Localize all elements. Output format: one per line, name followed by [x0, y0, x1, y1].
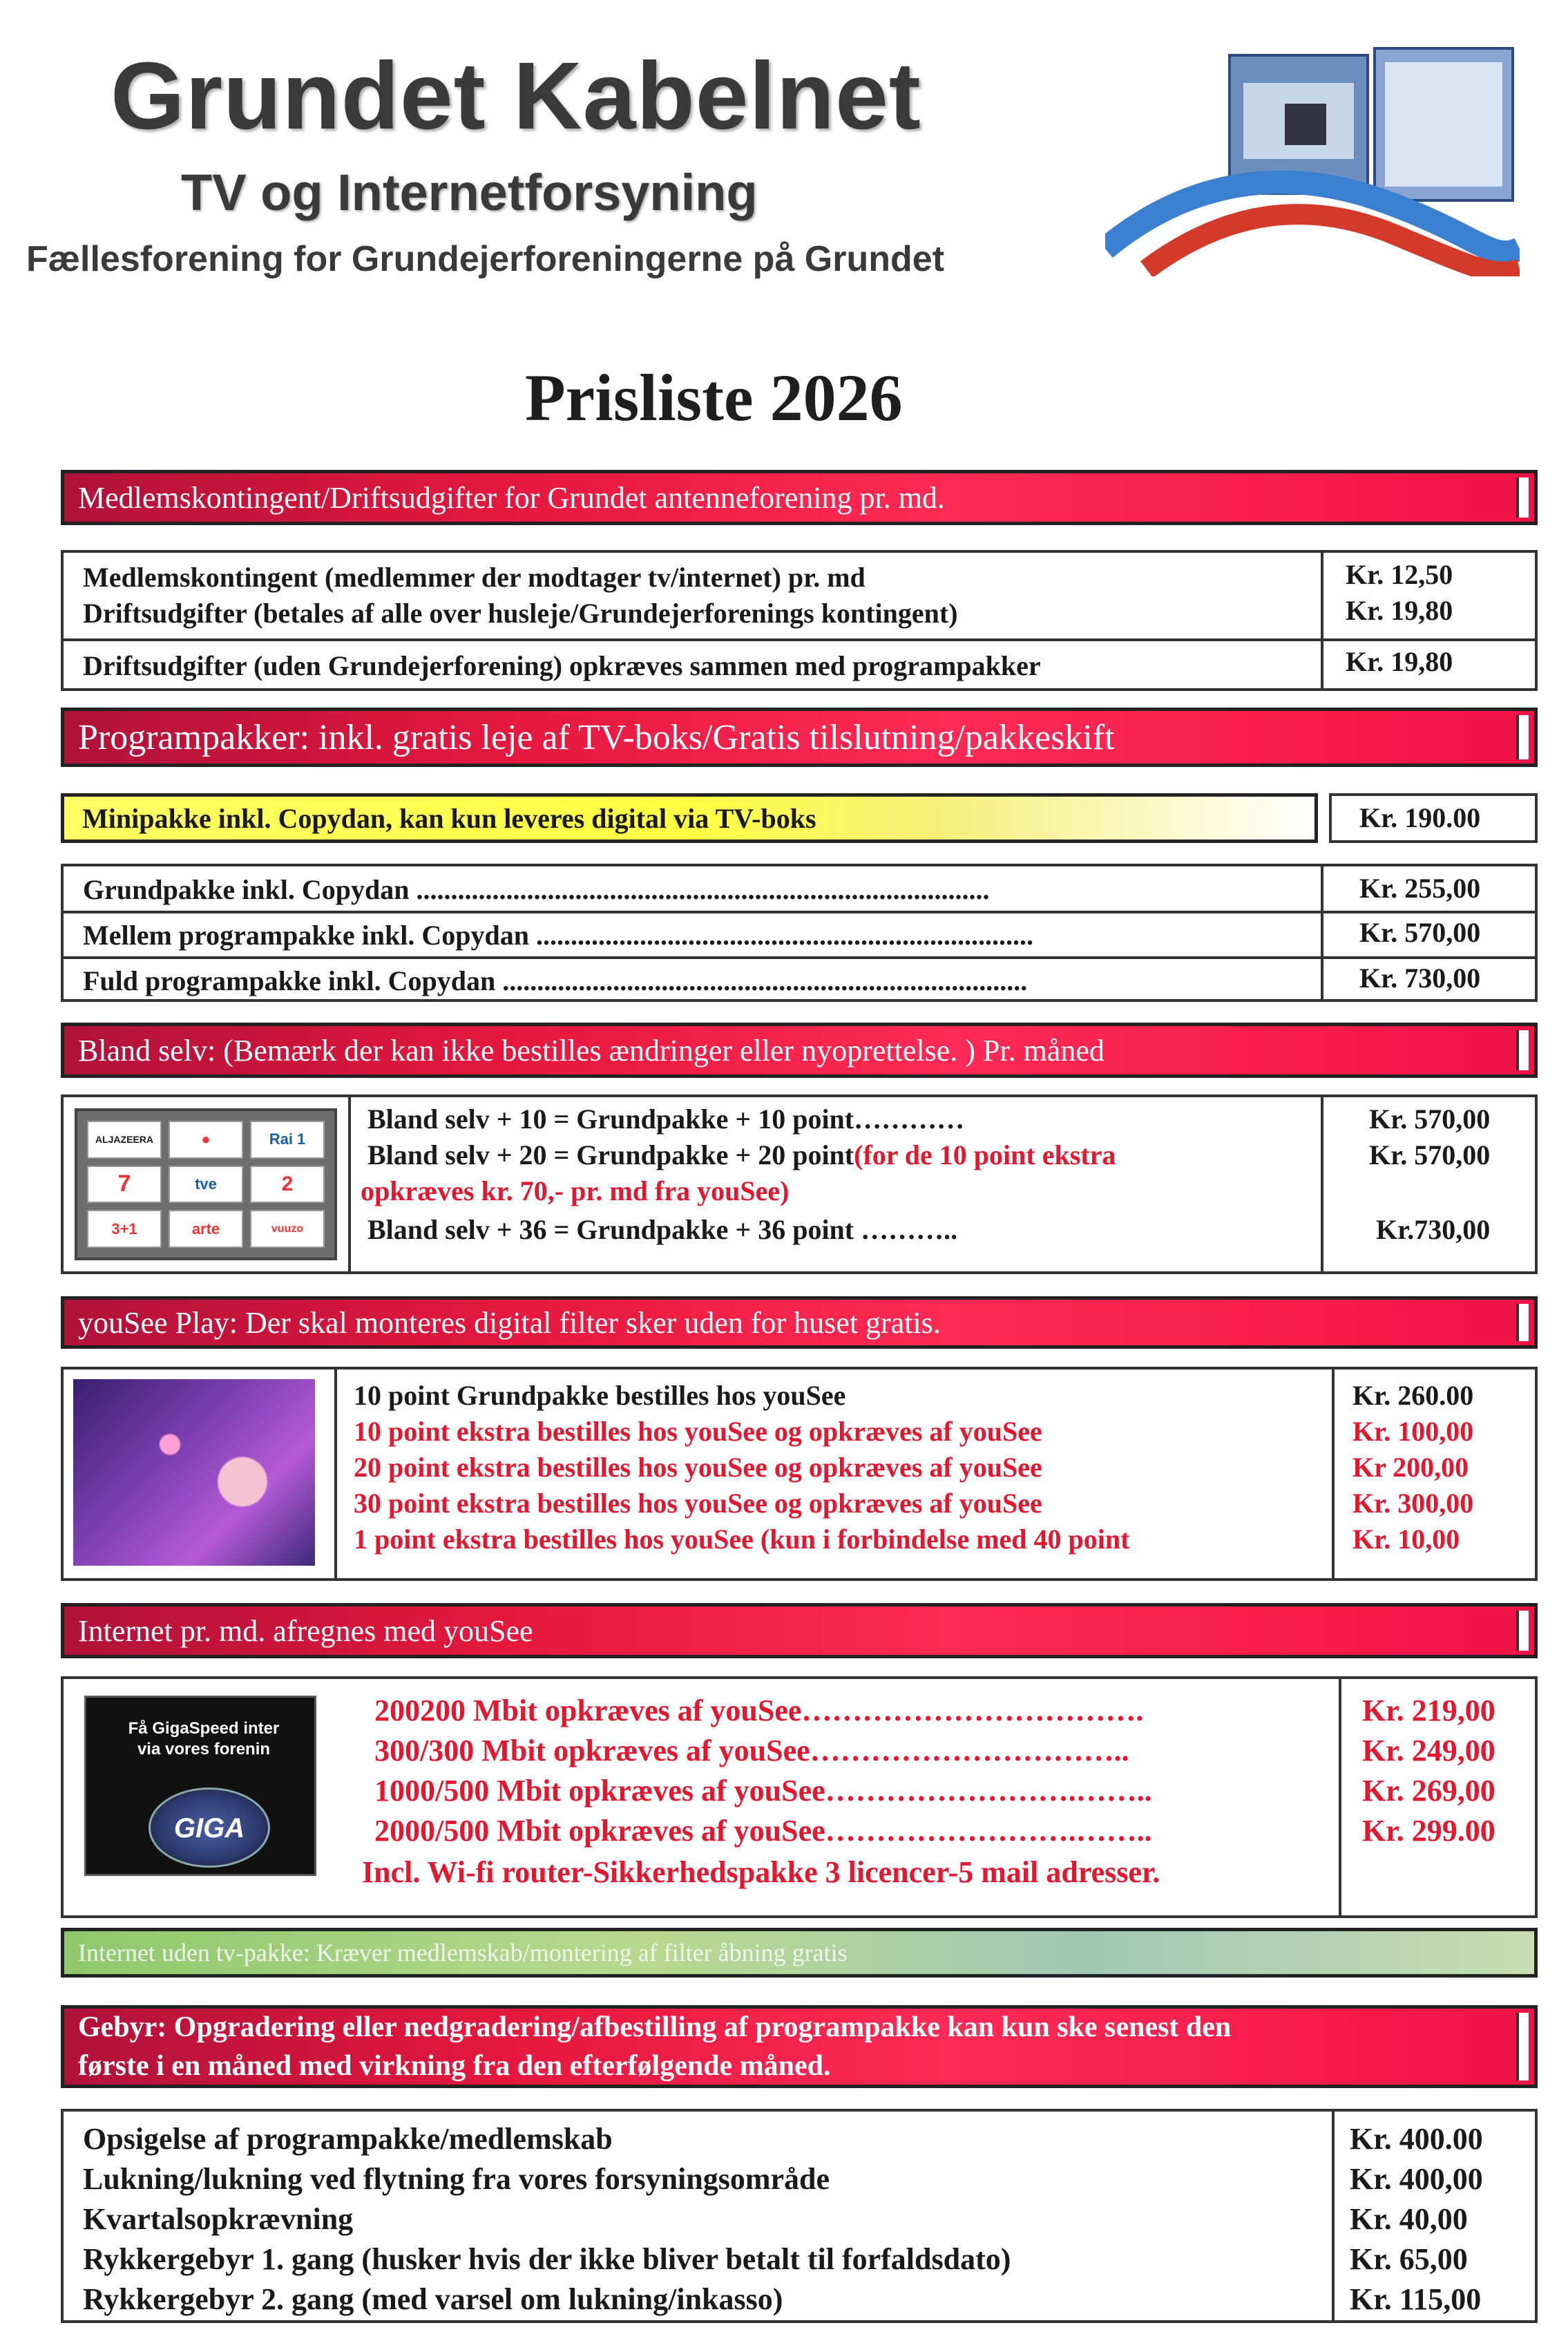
- channel-logo: arte: [169, 1210, 243, 1248]
- packages-banner-text: Programpakker: inkl. gratis leje af TV-boks/Gratis tilslutning/pakkeskift: [78, 717, 1115, 757]
- channel-logo: tve: [169, 1166, 243, 1204]
- channel-logos-grid: [75, 1108, 337, 1260]
- cable-tv-illustration-icon: [1105, 41, 1520, 276]
- grundpakke-dots: ...................................................................................: [416, 874, 990, 905]
- mix-row-2-note: (for de 10 point ekstra: [854, 1139, 1116, 1170]
- channel-logo: 2: [250, 1166, 325, 1204]
- mix-banner: [61, 1023, 1538, 1078]
- play-row-2-label: 10 point ekstra bestilles hos youSee og opkræves af youSee: [354, 1416, 1042, 1447]
- internet-row-1-price: Kr. 219,00: [1362, 1694, 1495, 1727]
- play-row-5-label: 1 point ekstra bestilles hos youSee (kun i forbindelse med 40 point: [354, 1524, 1130, 1555]
- channel-logo: 7: [87, 1166, 162, 1204]
- mix-row-1-label: Bland selv + 10 = Grundpakke + 10 point…………: [367, 1103, 965, 1135]
- grundpakke-price: Kr. 255,00: [1359, 873, 1481, 904]
- internet-row-4-label: 2000/500 Mbit opkræves af youSee…………………….……..: [374, 1814, 1152, 1848]
- giga-disc-icon: [149, 1788, 270, 1868]
- play-row-5-price: Kr. 10,00: [1352, 1524, 1460, 1555]
- play-banner: [61, 1296, 1538, 1349]
- membership-row-3-price: Kr. 19,80: [1346, 646, 1453, 677]
- fees-row-5-label: Rykkergebyr 2. gang (med varsel om lukning/inkasso): [83, 2282, 783, 2316]
- channel-logo: ●: [169, 1121, 243, 1159]
- internet-row-2-price: Kr. 249,00: [1362, 1734, 1495, 1767]
- fees-row-4-label: Rykkergebyr 1. gang (husker hvis der ikke bliver betalt til forfaldsdato): [83, 2242, 1011, 2276]
- gigaspeed-photo: [84, 1696, 316, 1876]
- fuldpakke-price: Kr. 730,00: [1359, 963, 1481, 994]
- mellempakke-price: Kr. 570,00: [1359, 917, 1481, 948]
- mix-banner-text: Bland selv: (Bemærk der kan ikke bestilles ændringer eller nyoprettelse. ) Pr. måned: [78, 1033, 1105, 1068]
- internet-row-4-price: Kr. 299.00: [1362, 1814, 1495, 1848]
- brand-tagline: Fællesforening for Grundejerforeningerne på Grundet: [26, 239, 945, 279]
- minipakke-label: Minipakke inkl. Copydan, kan kun leveres digital via TV-boks: [82, 802, 816, 834]
- mix-box: [61, 1094, 1538, 1274]
- mix-row-1-price: Kr. 570,00: [1369, 1103, 1491, 1135]
- fees-row-3-price: Kr. 40,00: [1350, 2202, 1468, 2236]
- membership-banner: [61, 470, 1538, 525]
- minipakke-box: [61, 793, 1538, 843]
- internet-banner-text: Internet pr. md. afregnes med youSee: [78, 1613, 533, 1648]
- fees-box: [61, 2109, 1538, 2323]
- giga-logo: GIGA: [173, 1813, 245, 1843]
- channel-logo: ALJAZEERA: [87, 1121, 162, 1159]
- fees-row-4-price: Kr. 65,00: [1350, 2242, 1468, 2276]
- membership-row-2-label: Driftsudgifter (betales af alle over husleje/Grundejerforenings kontingent): [83, 598, 958, 629]
- packages-box: [61, 864, 1538, 1002]
- packages-banner: [61, 708, 1538, 767]
- brand-subtitle: TV og Internetforsyning: [181, 164, 758, 221]
- fees-row-5-price: Kr. 115,00: [1350, 2282, 1482, 2316]
- internet-no-tv-text: Internet uden tv-pakke: Kræver medlemskab/montering af filter åbning gratis: [78, 1939, 848, 1966]
- mix-row-3-price: Kr.730,00: [1376, 1214, 1491, 1245]
- gigaspeed-text-line1: Få GigaSpeed inter: [128, 1719, 280, 1738]
- channel-logo: 3+1: [87, 1210, 162, 1248]
- membership-box: [61, 550, 1538, 691]
- play-row-4-price: Kr. 300,00: [1352, 1488, 1474, 1519]
- internet-row-3-price: Kr. 269,00: [1362, 1774, 1495, 1808]
- internet-note: Incl. Wi-fi router-Sikkerhedspakke 3 licencer-5 mail adresser.: [362, 1855, 1160, 1889]
- mix-row-2-note-cont: opkræves kr. 70,- pr. md fra youSee): [361, 1175, 790, 1206]
- page-title: Prisliste 2026: [525, 361, 903, 435]
- internet-row-3-label: 1000/500 Mbit opkræves af youSee…………………….……..: [374, 1774, 1152, 1808]
- internet-no-tv-banner: [61, 1928, 1538, 1978]
- membership-row-2-price: Kr. 19,80: [1346, 595, 1453, 626]
- play-box: [61, 1367, 1538, 1581]
- mellempakke-dots: ........................................................................: [536, 920, 1033, 951]
- play-banner-text: youSee Play: Der skal monteres digital filter sker uden for huset gratis.: [78, 1305, 941, 1340]
- internet-row-2-label: 300/300 Mbit opkræves af youSee…………………………..: [374, 1734, 1129, 1767]
- channel-logo: vuuzo: [250, 1210, 325, 1248]
- fees-row-1-label: Opsigelse af programpakke/medlemskab: [83, 2122, 613, 2156]
- play-row-1-price: Kr. 260.00: [1352, 1380, 1474, 1411]
- mix-row-3-label: Bland selv + 36 = Grundpakke + 36 point ………..: [367, 1214, 958, 1245]
- internet-banner: [61, 1603, 1538, 1658]
- minipakke-price: Kr. 190.00: [1359, 802, 1481, 833]
- mix-row-2-price: Kr. 570,00: [1369, 1139, 1491, 1170]
- brand-title: Grundet Kabelnet: [111, 43, 921, 149]
- gigaspeed-text-line2: via vores forenin: [137, 1740, 271, 1759]
- fees-banner: [61, 2005, 1538, 2088]
- youSee-play-photo: [73, 1379, 315, 1566]
- fuldpakke-dots: ............................................................................: [502, 965, 1028, 996]
- membership-row-1-price: Kr. 12,50: [1346, 559, 1453, 590]
- fees-row-3-label: Kvartalsopkrævning: [83, 2202, 354, 2236]
- membership-banner-text: Medlemskontingent/Driftsudgifter for Grundet antenneforening pr. md.: [78, 480, 945, 515]
- fees-banner-line2: første i en måned med virkning fra den efterfølgende måned.: [78, 2050, 831, 2082]
- play-row-3-price: Kr 200,00: [1352, 1452, 1469, 1483]
- mix-row-2-label: Bland selv + 20 = Grundpakke + 20 point: [367, 1139, 854, 1170]
- fees-banner-line1: Gebyr: Opgradering eller nedgradering/afbestilling af programpakke kan kun ske senest den: [78, 2011, 1232, 2043]
- fuldpakke-label: Fuld programpakke inkl. Copydan: [83, 965, 496, 996]
- mellempakke-label: Mellem programpakke inkl. Copydan: [83, 920, 529, 951]
- play-row-3-label: 20 point ekstra bestilles hos youSee og opkræves af youSee: [354, 1452, 1042, 1483]
- play-row-1-label: 10 point Grundpakke bestilles hos youSee: [354, 1380, 846, 1411]
- grundpakke-label: Grundpakke inkl. Copydan: [83, 874, 410, 905]
- fees-row-1-price: Kr. 400.00: [1350, 2122, 1483, 2156]
- membership-row-3-label: Driftsudgifter (uden Grundejerforening) opkræves sammen med programpakker: [83, 650, 1041, 681]
- channel-logo: Rai 1: [250, 1121, 325, 1159]
- play-row-4-label: 30 point ekstra bestilles hos youSee og opkræves af youSee: [354, 1488, 1042, 1519]
- internet-box: [61, 1676, 1538, 1918]
- fees-row-2-label: Lukning/lukning ved flytning fra vores forsyningsområde: [83, 2162, 830, 2196]
- play-row-2-price: Kr. 100,00: [1352, 1416, 1474, 1447]
- membership-row-1-label: Medlemskontingent (medlemmer der modtager tv/internet) pr. md: [83, 562, 866, 593]
- minipakke-banner: [61, 793, 1318, 843]
- fees-row-2-price: Kr. 400,00: [1350, 2162, 1483, 2196]
- internet-row-1-label: 200200 Mbit opkræves af youSee…………………………….: [374, 1694, 1144, 1727]
